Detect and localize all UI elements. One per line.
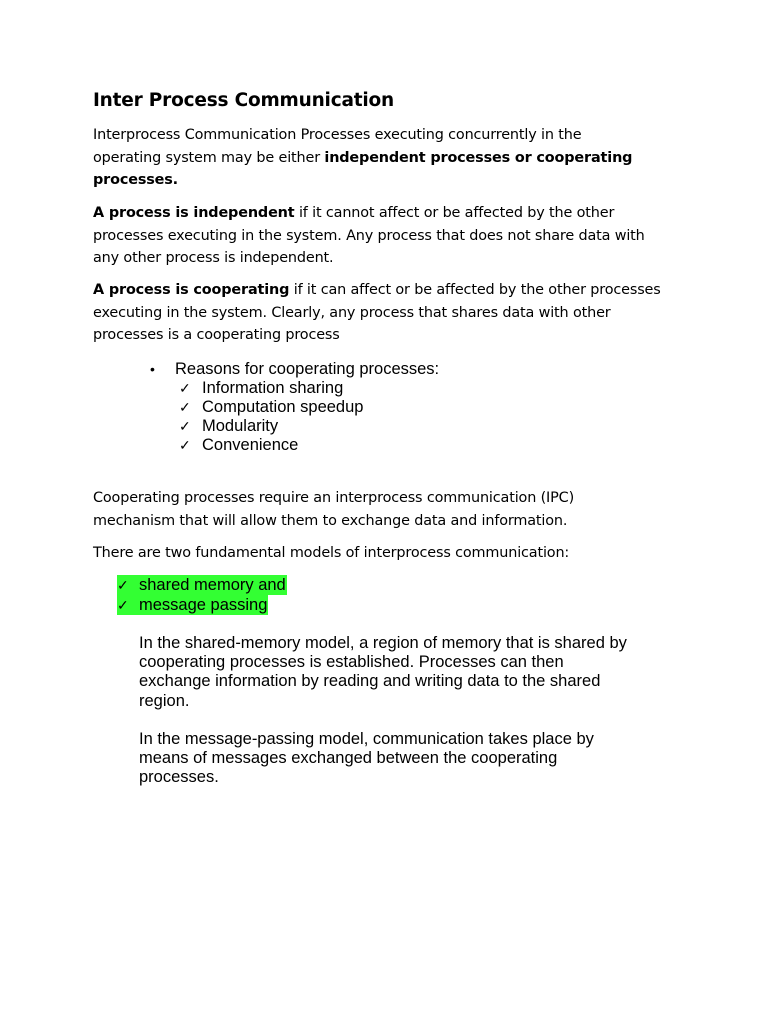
independent-line-1 (93, 202, 693, 225)
intro-plain-text: operating system may be either (93, 149, 325, 166)
message-passing-description (139, 730, 699, 788)
page-title: Inter Process Communication (93, 90, 395, 111)
reason-label: Modularity (202, 417, 279, 435)
independent-bold-lead: A process is independent (93, 205, 295, 221)
independent-paragraph (93, 202, 693, 270)
cooperating-bold-lead: A process is cooperating (93, 282, 290, 298)
list-item (179, 398, 439, 417)
intro-paragraph (93, 124, 693, 192)
ipc-requirement-paragraph (93, 487, 693, 532)
model-label: shared memory and (139, 575, 286, 594)
models-intro (93, 542, 693, 565)
reason-label: Computation speedup (202, 398, 364, 416)
checkmark-icon: ✓ (179, 399, 191, 415)
list-item (179, 379, 439, 398)
cooperating-line-3: processes is a cooperating process (93, 327, 340, 343)
message-passing-line-1: In the message-passing model, communication takes place by (139, 730, 594, 748)
ipc-line-2: mechanism that will allow them to exchange data and information. (93, 512, 568, 529)
checkmark-icon: ✓ (179, 418, 191, 434)
intro-line-1: Interprocess Communication Processes executing concurrently in the (93, 127, 582, 143)
checkmark-icon: ✓ (117, 576, 129, 593)
checkmark-icon: ✓ (179, 380, 191, 396)
intro-bold-text-end: processes. (93, 172, 178, 188)
shared-memory-description (139, 634, 699, 711)
message-passing-line-3: processes. (139, 768, 219, 787)
independent-line-2: processes executing in the system. Any process that does not share data with (93, 227, 645, 244)
intro-line-2 (93, 147, 693, 170)
list-item (179, 436, 439, 455)
reasons-list (150, 359, 439, 455)
list-item (117, 575, 287, 595)
shared-memory-line-3: exchange information by reading and writing data to the shared (139, 672, 601, 691)
cooperating-line-2: executing in the system. Clearly, any process that shares data with other (93, 304, 611, 321)
models-list (117, 575, 287, 615)
list-item (179, 417, 439, 436)
cooperating-line-1 (93, 279, 693, 302)
reason-label: Information sharing (202, 379, 344, 397)
reasons-heading-item (150, 359, 439, 379)
intro-bold-text: independent processes or cooperating (324, 149, 633, 166)
highlighted-text (117, 595, 268, 615)
ipc-line-1: Cooperating processes require an interprocess communication (IPC) (93, 490, 575, 506)
reasons-heading: Reasons for cooperating processes: (175, 359, 440, 378)
list-item (117, 595, 287, 615)
checkmark-icon: ✓ (117, 596, 129, 613)
shared-memory-line-2: cooperating processes is established. Processes can then (139, 653, 564, 672)
checkmark-icon: ✓ (179, 437, 191, 453)
highlighted-text (117, 575, 287, 595)
reason-label: Convenience (202, 436, 299, 454)
independent-line-3: any other process is independent. (93, 250, 334, 266)
bullet-icon: • (150, 360, 155, 377)
shared-memory-line-4: region. (139, 691, 190, 710)
shared-memory-line-1: In the shared-memory model, a region of memory that is shared by (139, 634, 627, 652)
cooperating-rest: if it can affect or be affected by the other processes (289, 282, 661, 298)
independent-rest: if it cannot affect or be affected by the other (294, 205, 615, 221)
cooperating-paragraph (93, 279, 693, 347)
intro-line-3 (93, 169, 693, 192)
message-passing-line-2: means of messages exchanged between the cooperating (139, 749, 558, 768)
models-intro-line: There are two fundamental models of interprocess communication: (93, 545, 570, 561)
model-label: message passing (139, 595, 268, 614)
